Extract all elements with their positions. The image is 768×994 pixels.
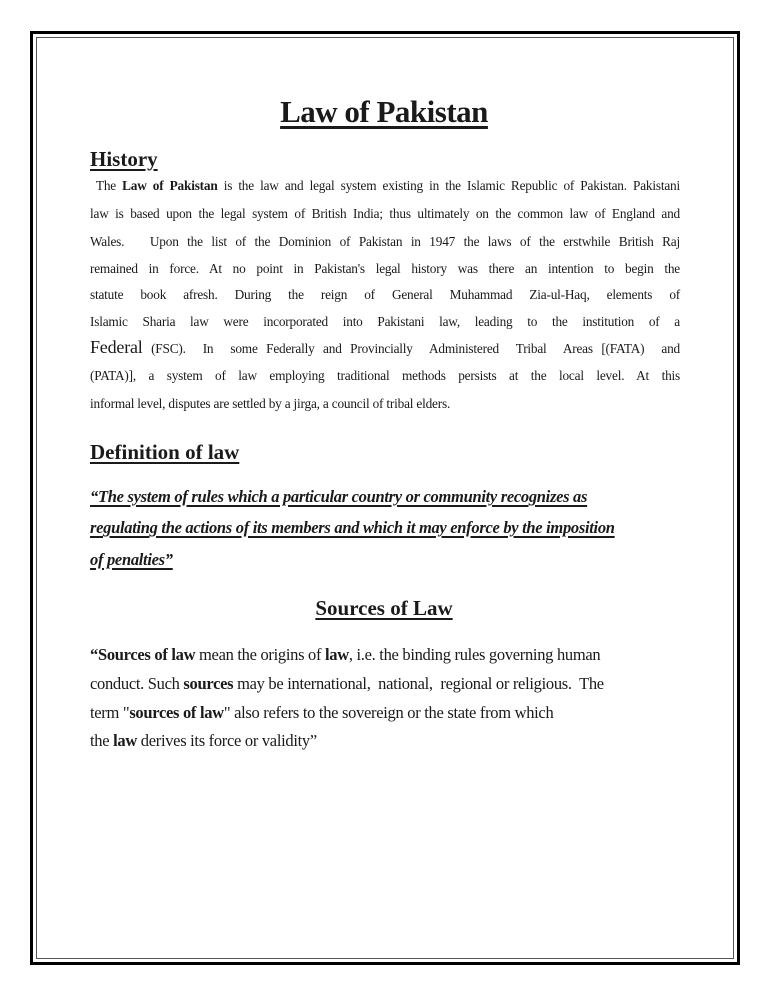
text: , i.e. the binding rules governing human <box>348 645 601 664</box>
definition-quote-line-3: of penalties” <box>90 550 173 569</box>
text: Federal <box>90 337 143 357</box>
sources-line-3 <box>90 703 680 723</box>
document-title: Law of Pakistan <box>280 94 488 129</box>
bold-text: “Sources of law <box>90 645 196 664</box>
bold-text: law <box>113 731 137 750</box>
history-line-3: Wales. Upon the list of the Dominion of Pakistan in 1947 the laws of the erstwhile British Raj <box>90 234 680 249</box>
text: derives its force or validity” <box>136 731 317 750</box>
history-heading: History <box>90 147 158 171</box>
history-line-6: Islamic Sharia law were incorporated into Pakistani law, leading to the institution of a <box>90 314 680 329</box>
bold-text: law <box>325 645 349 664</box>
bold-text: sources <box>183 674 234 693</box>
history-line-2: law is based upon the legal system of British India; thus ultimately on the common law of England and <box>90 206 680 221</box>
text: conduct. Such <box>90 674 184 693</box>
text: " also refers to the sovereign or the state from which <box>223 703 554 722</box>
history-line-7 <box>90 337 680 358</box>
text: mean the origins of <box>195 645 325 664</box>
text: is the law and legal system existing in the Islamic Republic of Pakistan. Pakistani <box>217 178 680 193</box>
history-line-9: informal level, disputes are settled by a jirga, a council of tribal elders. <box>90 396 451 411</box>
definition-heading: Definition of law <box>90 440 240 464</box>
history-line-8: (PATA)], a system of law employing traditional methods persists at the local level. At this <box>90 368 680 383</box>
bold-text: Law of Pakistan <box>122 178 218 193</box>
sources-line-1 <box>90 645 680 665</box>
bold-text: sources of law <box>129 703 224 722</box>
definition-quote-line-1: “The system of rules which a particular country or community recognizes as <box>90 487 588 506</box>
history-line-4: remained in force. At no point in Pakistan's legal history was there an intention to begin the <box>90 261 680 276</box>
text: The <box>90 178 123 193</box>
text: term " <box>90 703 130 722</box>
text: may be international, national, regional or religious. The <box>233 674 604 693</box>
text: (FSC). In some Federally and Provincially Administered Tribal Areas [(FATA) and <box>142 341 680 356</box>
definition-quote-line-2: regulating the actions of its members and which it may enforce by the imposition <box>90 518 615 537</box>
sources-heading-text: Sources of Law <box>315 596 453 620</box>
history-line-1 <box>90 178 680 194</box>
sources-line-2 <box>90 674 680 694</box>
text: the <box>90 731 114 750</box>
history-line-5: statute book afresh. During the reign of General Muhammad Zia-ul-Haq, elements of <box>90 287 680 302</box>
sources-line-4 <box>90 731 680 751</box>
sources-heading <box>0 596 768 621</box>
